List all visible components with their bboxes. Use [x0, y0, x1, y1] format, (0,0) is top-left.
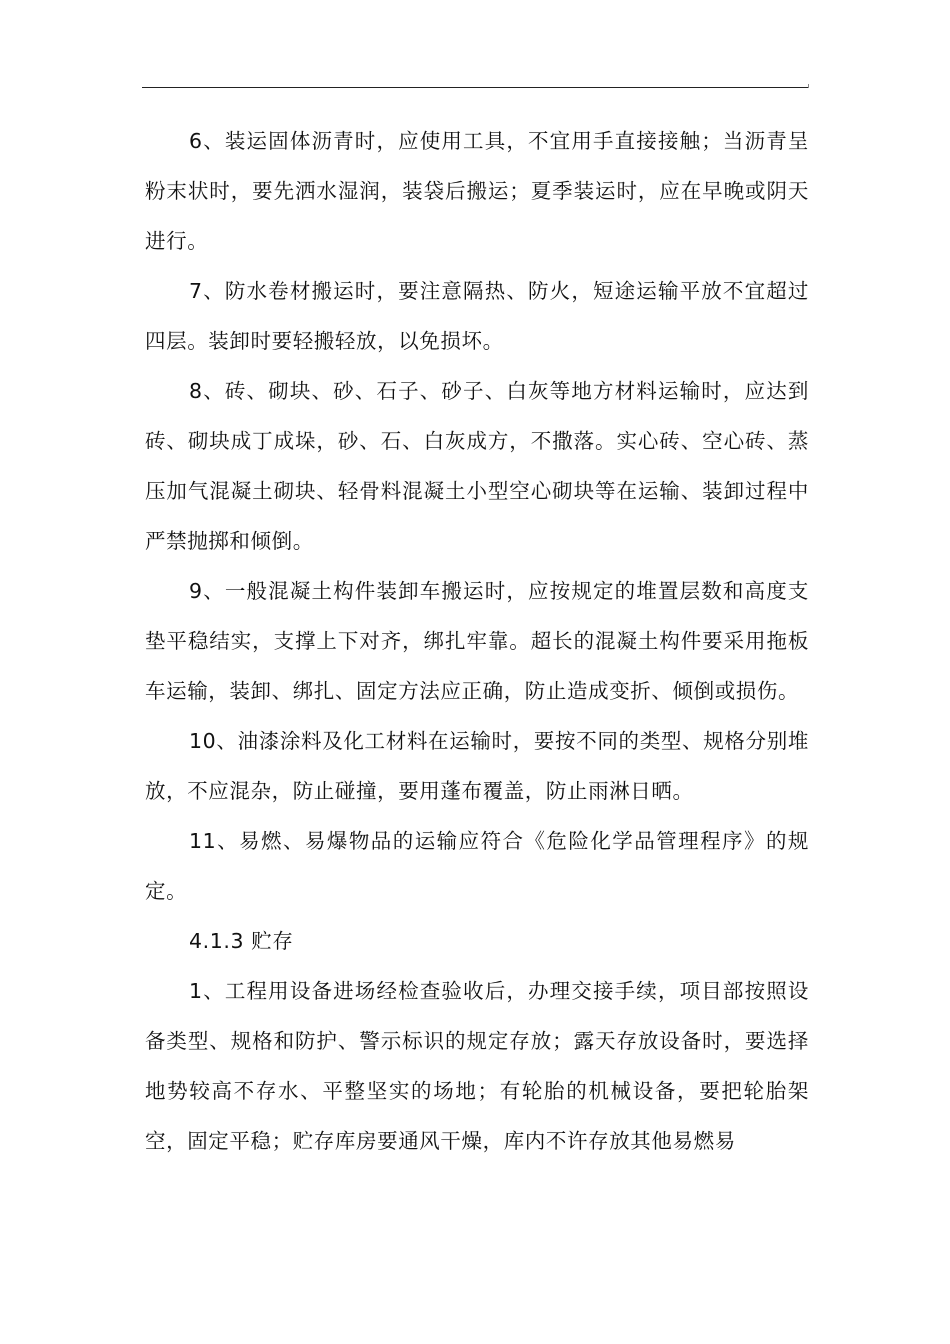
storage-paragraph-1: 1、工程用设备进场经检查验收后，办理交接手续，项目部按照设备类型、规格和防护、警示标识的规定存放；露天存放设备时，要选择地势较高不存水、平整坚实的场地；有轮胎的机械设备，要把轮胎架空，固定平稳；贮存库房要通风干燥，库内不许存放其他易燃易: [145, 979, 809, 1153]
header-rule: [142, 87, 809, 88]
paragraph-7: 7、防水卷材搬运时，要注意隔热、防火，短途运输平放不宜超过四层。装卸时要轻搬轻放，以免损坏。: [145, 279, 809, 353]
paragraph-11: 11、易燃、易爆物品的运输应符合《危险化学品管理程序》的规定。: [145, 829, 809, 903]
paragraph-6: 6、装运固体沥青时，应使用工具，不宜用手直接接触；当沥青呈粉末状时，要先洒水湿润，装袋后搬运；夏季装运时，应在早晚或阴天进行。: [145, 129, 809, 253]
paragraph-10: 10、油漆涂料及化工材料在运输时，要按不同的类型、规格分别堆放，不应混杂，防止碰撞，要用蓬布覆盖，防止雨淋日晒。: [145, 729, 809, 803]
paragraph-8: 8、砖、砌块、砂、石子、砂子、白灰等地方材料运输时，应达到砖、砌块成丁成垛，砂、石、白灰成方，不撒落。实心砖、空心砖、蒸压加气混凝土砌块、轻骨料混凝土小型空心砌块等在运输、装卸过程中严禁抛掷和倾倒。: [145, 379, 809, 553]
section-heading: 4.1.3 贮存: [189, 929, 294, 953]
paragraph-9: 9、一般混凝土构件装卸车搬运时，应按规定的堆置层数和高度支垫平稳结实，支撑上下对齐，绑扎牢靠。超长的混凝土构件要采用拖板车运输，装卸、绑扎、固定方法应正确，防止造成变折、倾倒或损伤。: [145, 579, 809, 703]
document-body: [145, 116, 809, 1166]
header-rule-end-mark: [808, 84, 809, 88]
